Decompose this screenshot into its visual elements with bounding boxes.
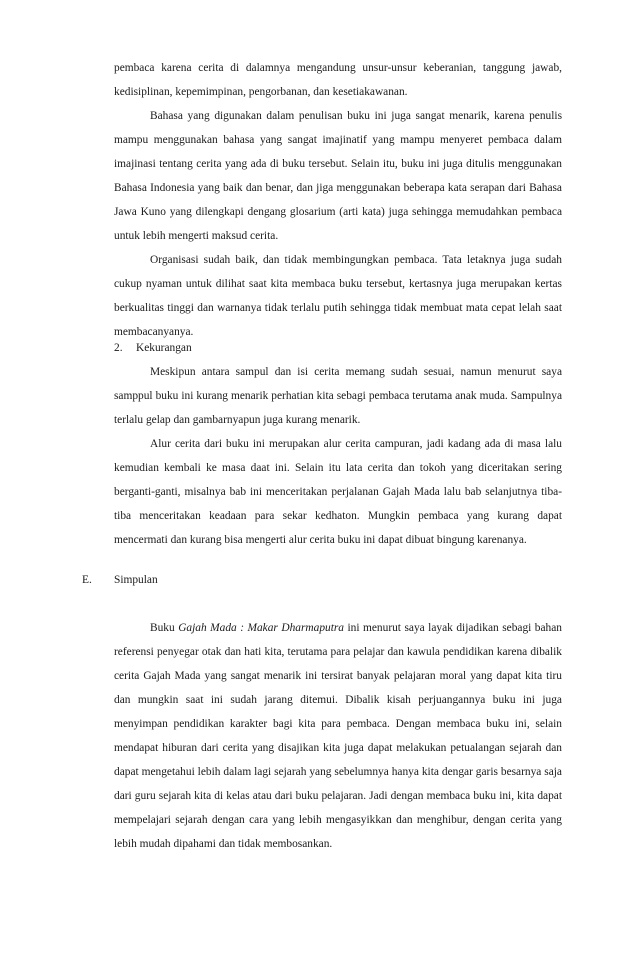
paragraph-3: Organisasi sudah baik, dan tidak membingungkan pembaca. Tata letaknya juga sudah cukup nyaman untuk dilihat saat kita membaca buku tersebut, kertasnya juga merupakan kertas berkualitas tinggi dan warnanya tidak terlalu putih sehingga tidak membuat mata cepat lelah saat membacanyanya. <box>114 254 562 338</box>
heading-number: 2. <box>114 342 123 354</box>
paragraph-kekurangan-2: Alur cerita dari buku ini merupakan alur cerita campuran, jadi kadang ada di masa lalu kemudian kembali ke masa daat ini. Selain itu lata cerita dan tokoh yang diceritakan sering berganti-ganti, misalnya bab ini menceritakan perjalanan Gajah Mada lalu bab selanjutnya tiba-tiba menceritakan keadaan para sekar kedhaton. Mungkin pembaca yang kurang dapat mencermati dan kurang bisa mengerti alur cerita buku ini dapat dibuat bingung karenanya. <box>114 438 562 546</box>
heading-letter: E. <box>82 574 92 586</box>
heading-kekurangan <box>114 336 192 360</box>
book-title: Gajah Mada : Makar Dharmaputra <box>178 622 344 634</box>
simpulan-body: ini menurut saya layak dijadikan sebagi bahan referensi penyegar otak dan hati kita, terutama para pelajar dan kawula pendidikan karena dibalik cerita Gajah Mada yang sangat menarik ini tersirat banyak pelajaran moral yang dapat kita tiru dan mungkin saat ini sudah jarang ditemui. Dibalik kisah perjuangannya buku ini juga menyimpan pendidikan karakter bagi kita para pembaca. Dengan membaca buku ini, selain mendapat hiburan dari cerita yang disajikan kita juga dapat melakukan petualangan sejarah dan dapat mengetahui lebih dalam lagi sejarah yang sebelumnya hanya kita dengar garis besarnya saja dari guru sejarah kita di kelas atau dari buku pelajaran. Jadi dengan membaca buku ini, kita dapat mempelajari sejarah dengan cara yang lebih mengasyikkan dan menghibur, dengan cerita yang lebih mudah dipahami dan tidak membosankan. <box>114 622 562 850</box>
heading-simpulan <box>82 568 158 592</box>
section-kelebihan-continued <box>114 56 562 344</box>
heading-title: Simpulan <box>114 574 158 586</box>
paragraph-2: Bahasa yang digunakan dalam penulisan buku ini juga sangat menarik, karena penulis mampu menggunakan bahasa yang sangat imajinatif yang mampu menyeret pembaca dalam imajinasi tentang cerita yang ada di buku tersebut. Selain itu, buku ini juga ditulis menggunakan Bahasa Indonesia yang baik dan benar, dan jiga menggunakan beberapa kata serapan dari Bahasa Jawa Kuno yang dilengkapi dengang glosarium (arti kata) juga sehingga memudahkan pembaca untuk lebih mengerti maksud cerita. <box>114 110 562 242</box>
heading-title: Kekurangan <box>136 342 192 354</box>
simpulan-lead: Buku <box>150 622 175 634</box>
paragraph-1: pembaca karena cerita di dalamnya mengandung unsur-unsur keberanian, tanggung jawab, kedisiplinan, kepemimpinan, pengorbanan, dan kesetiakawanan. <box>114 62 562 98</box>
section-simpulan <box>114 616 562 856</box>
paragraph-kekurangan-1: Meskipun antara sampul dan isi cerita memang sudah sesuai, namun menurut saya samppul buku ini kurang menarik perhatian kita sebagi pembaca terutama anak muda. Sampulnya terlalu gelap dan gambarnyapun juga kurang menarik. <box>114 366 562 426</box>
section-kekurangan <box>114 360 562 552</box>
paragraph-simpulan <box>114 616 562 856</box>
